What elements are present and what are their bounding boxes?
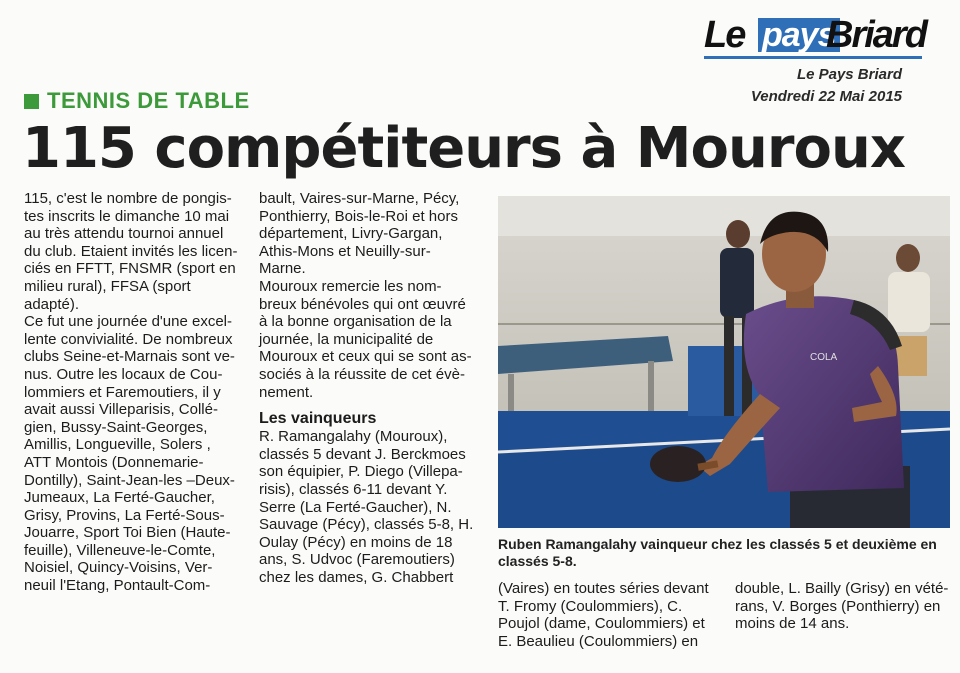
winners-text-line: R. Ramangalahy (Mouroux), [259, 428, 448, 446]
article-text-line: Ponthierry, Bois-le-Roi et hors [259, 207, 458, 225]
article-text-line: lente convivialité. De nombreux [24, 330, 233, 348]
winners-text-line: Oulay (Pécy) en moins de 18 [259, 533, 453, 551]
article-text-line: E. Beaulieu (Coulommiers) en [498, 632, 699, 650]
article-text-line: bault, Vaires-sur-Marne, Pécy, [259, 190, 460, 207]
article-column-3 [498, 580, 720, 650]
article-text-line: rans, V. Borges (Ponthierry) en [735, 597, 941, 615]
article-text-line: milieu rural), FFSA (sport [24, 277, 191, 295]
article-text-line: 115, c'est le nombre de pongis- [24, 190, 232, 207]
article-text-line: double, L. Bailly (Grisy) en vété- [735, 580, 949, 597]
article-headline: 115 compétiteurs à Mouroux [22, 116, 905, 181]
winners-heading: Les vainqueurs [259, 410, 377, 428]
rubric-label: TENNIS DE TABLE [47, 88, 250, 113]
logo-underline [704, 56, 922, 59]
logo-briard: Briard [826, 14, 926, 56]
article-text-line: breux bénévoles qui ont œuvré [259, 295, 466, 313]
article-text-line: département, Livry-Gargan, [259, 225, 443, 243]
article-text-line: T. Fromy (Coulommiers), C. [498, 597, 683, 615]
article-text-line: adapté). [24, 295, 80, 313]
publication-date: Vendredi 22 Mai 2015 [750, 88, 902, 105]
article-text-line: Ce fut une journée d'une excel- [24, 313, 233, 331]
article-text-line: Dontilly), Saint-Jean-les –Deux- [24, 471, 235, 489]
publication-name: Le Pays Briard [796, 66, 902, 83]
article-text-line: Athis-Mons et Neuilly-sur- [259, 242, 431, 260]
article-text-line: clubs Seine-et-Marnais sont ve- [24, 348, 235, 366]
article-text-line: Marne. [259, 260, 306, 278]
winners-list [259, 428, 481, 586]
article-text-line: du club. Etaient invités les licen- [24, 242, 238, 260]
article-column-1 [24, 190, 246, 595]
article-text-line: Amillis, Longueville, Solers , [24, 436, 211, 454]
shirt-logo-text: COLA [810, 352, 838, 363]
winners-text-line: risis), classés 6-11 devant Y. [259, 480, 448, 498]
article-text-line: ciés en FFTT, FNSMR (sport en [24, 260, 236, 278]
article-text-line: sociés à la réussite de cet évè- [259, 365, 465, 383]
logo-pays: pays [758, 18, 840, 52]
article-text-line: au très attendu tournoi annuel [24, 225, 224, 243]
article-text-line: Mouroux et ceux qui se sont as- [259, 348, 472, 366]
winners-text-line: chez les dames, G. Chabbert [259, 568, 454, 586]
photo-caption: Ruben Ramangalahy vainqueur chez les classés 5 et deuxième en classés 5-8. [498, 536, 937, 569]
article-text-line: Jouarre, Sport Toi Bien (Haute- [24, 524, 231, 542]
article-text-line: Jumeaux, La Ferté-Gaucher, [24, 489, 215, 507]
newspaper-logo [704, 14, 926, 58]
article-text-line: à la bonne organisation de la [259, 313, 452, 331]
winners-text-line: Sauvage (Pécy), classés 5-8, H. [259, 516, 474, 534]
article-text-line: (Vaires) en toutes séries devant [498, 580, 709, 597]
column-2-body [259, 190, 481, 401]
article-photo [498, 196, 950, 528]
article-text-line: avait aussi Villeparisis, Collé- [24, 401, 218, 419]
article-column-2 [259, 190, 481, 586]
winners-text-line: Serre (La Ferté-Gaucher), N. [259, 498, 452, 516]
article-text-line: ATT Montois (Donnemarie- [24, 453, 204, 471]
logo-le: Le [704, 14, 745, 56]
article-text-line: journée, la municipalité de [259, 330, 434, 348]
article-text-line: lommiers et Faremoutiers, il y [24, 383, 221, 401]
article-column-4 [735, 580, 949, 633]
article-text-line: Noisiel, Quincy-Voisins, Ver- [24, 559, 213, 577]
article-text-line: Mouroux remercie les nom- [259, 277, 442, 295]
section-rubric [24, 88, 250, 114]
article-text-line: nus. Outre les locaux de Cou- [24, 365, 223, 383]
article-text-line: Grisy, Provins, La Ferté-Sous- [24, 506, 225, 524]
winners-text-line: son équipier, P. Diego (Villepa- [259, 463, 463, 481]
article-text-line: Poujol (dame, Coulommiers) et [498, 615, 705, 633]
rubric-square-icon [24, 94, 39, 109]
article-text-line: moins de 14 ans. [735, 615, 850, 633]
table-tennis-player-photo [498, 196, 950, 528]
article-text-line: feuille), Villeneuve-le-Comte, [24, 541, 216, 559]
winners-text-line: ans, S. Udvoc (Faremoutiers) [259, 551, 455, 569]
article-text-line: neuil l'Etang, Pontault-Com- [24, 577, 211, 595]
article-text-line: nement. [259, 383, 314, 401]
article-text-line: gien, Bussy-Saint-Georges, [24, 418, 208, 436]
article-text-line: tes inscrits le dimanche 10 mai [24, 207, 230, 225]
winners-text-line: classés 5 devant J. Berckmoes [259, 445, 466, 463]
